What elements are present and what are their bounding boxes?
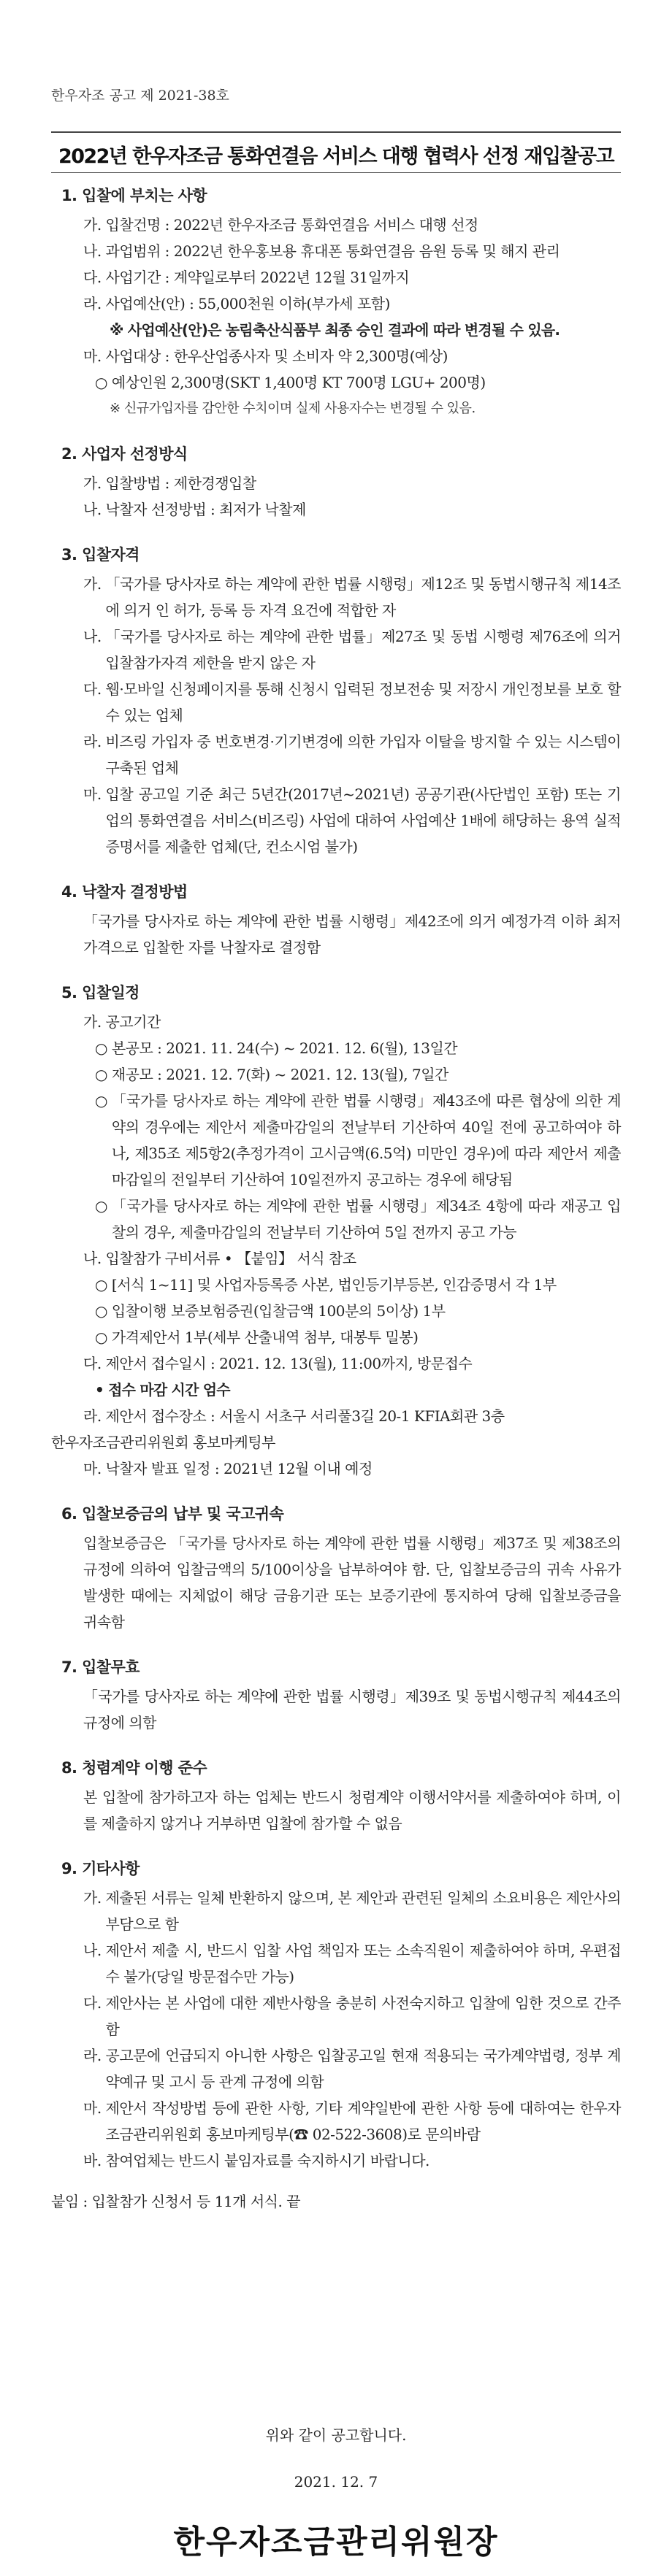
section-5 — [51, 980, 621, 1482]
section-heading: 6. 입찰보증금의 납부 및 국고귀속 — [61, 1505, 284, 1523]
line-text: 참여업체는 반드시 붙임자료를 숙지하시기 바랍니다. — [105, 2152, 429, 2169]
section-line — [51, 1245, 621, 1272]
section-7 — [51, 1654, 621, 1736]
line-marker: 가. — [83, 216, 106, 234]
section-line — [51, 781, 621, 860]
line-text: 「국가를 당사자로 하는 계약에 관한 법률 시행령」제12조 및 동법시행규칙 제14조에 의거 인 허가, 등록 등 자격 요건에 적합한 자 — [105, 575, 621, 619]
section-line — [51, 623, 621, 676]
section-3 — [51, 542, 621, 860]
page-title: 2022년 한우자조금 통화연결음 서비스 대행 협력사 선정 재입찰공고 — [58, 145, 614, 168]
line-marker: 다. — [83, 1994, 106, 2012]
title-bottom-rule — [51, 172, 621, 173]
section-line — [51, 1088, 621, 1193]
line-text: 제안서 접수장소 : 서울시 서초구 서리풀3길 20-1 KFIA회관 3층 — [105, 1407, 505, 1425]
line-text: 「국가를 당사자로 하는 계약에 관한 법률 시행령」제39조 및 동법시행규칙 제44조의 규정에 의함 — [83, 1688, 621, 1731]
line-text: 재공모 : 2021. 12. 7(화) ~ 2021. 12. 13(월), 7일간 — [111, 1066, 448, 1083]
section-line — [51, 291, 621, 317]
section-heading: 9. 기타사항 — [61, 1860, 140, 1877]
line-marker: 마. — [83, 785, 106, 803]
line-text: 가격제안서 1부(세부 산출내역 첨부, 대봉투 밀봉) — [111, 1329, 419, 1346]
section-heading: 5. 입찰일정 — [61, 984, 140, 1001]
notice-date: 2021. 12. 7 — [294, 2473, 378, 2491]
line-text: 「국가를 당사자로 하는 계약에 관한 법률 시행령」제42조에 의거 예정가격 이하 최저가격으로 입찰한 자를 낙찰자로 결정함 — [83, 912, 621, 956]
line-text: 「국가를 당사자로 하는 계약에 관한 법률 시행령」제34조 4항에 따라 재공고 입찰의 경우, 제출마감일의 전날부터 기산하여 5일 전까지 공고 가능 — [111, 1197, 621, 1241]
section-line — [51, 1035, 621, 1061]
section-1 — [51, 182, 621, 422]
section-line — [51, 2095, 621, 2148]
section-line — [51, 728, 621, 781]
line-text: 웹·모바일 신청페이지를 통해 신청시 입력된 정보전송 및 저장시 개인정보를 보호 할 수 있는 업체 — [105, 680, 621, 724]
section-line — [51, 1885, 621, 1937]
line-marker: 라. — [83, 295, 106, 312]
section-8 — [51, 1755, 621, 1837]
line-marker: 가. — [83, 1013, 106, 1031]
line-text: 공고기간 — [105, 1013, 161, 1031]
section-line — [51, 470, 621, 496]
line-marker: ○ — [95, 1039, 112, 1057]
section-line — [51, 1990, 621, 2042]
line-marker: ※ — [110, 321, 128, 339]
section-line — [51, 1377, 621, 1403]
line-marker: ○ — [95, 1329, 112, 1346]
section-heading: 1. 입찰에 부치는 사항 — [61, 187, 207, 204]
section-line — [51, 676, 621, 728]
line-text: 입찰보증금은 「국가를 당사자로 하는 계약에 관한 법률 시행령」제37조 및 제38조의 규정에 의하여 입찰금액의 5/100이상을 납부하여야 함. 단, 입찰보증금의 귀속 사유가 발생한 때에는 지체없이 해당 금융기관 또는 보증기관에 통지하여 당해 입찰보증금을 귀속함 — [83, 1534, 621, 1631]
section-6 — [51, 1501, 621, 1635]
line-marker: 라. — [83, 1407, 106, 1425]
section-heading: 7. 입찰무효 — [61, 1658, 140, 1676]
section-4 — [51, 879, 621, 961]
section-line — [51, 369, 621, 396]
notice-body — [51, 182, 621, 2215]
section-line — [51, 238, 621, 264]
section-line — [51, 1683, 621, 1736]
line-marker: 바. — [83, 2152, 106, 2169]
line-text: 제출된 서류는 일체 반환하지 않으며, 본 제안과 관련된 일체의 소요비용은 제안사의 부담으로 함 — [105, 1889, 621, 1933]
line-text: 입찰참가 구비서류 • 【붙임】 서식 참조 — [105, 1250, 356, 1267]
closing-text: 위와 같이 공고합니다. — [265, 2426, 407, 2444]
line-marker: 마. — [83, 347, 106, 365]
section-line — [51, 571, 621, 623]
section-line — [51, 2042, 621, 2095]
section-line — [51, 396, 621, 422]
section-2 — [51, 441, 621, 523]
line-marker: 가. — [83, 1889, 106, 1907]
line-marker: 나. — [83, 242, 106, 260]
section-line — [51, 1456, 621, 1482]
line-text: 「국가를 당사자로 하는 계약에 관한 법률 시행령」제43조에 따른 협상에 의한 계약의 경우에는 제안서 제출마감일의 전날부터 기산하여 40일 전에 공고하여야 하나, 제35조 제5항2(추정가격이 고시금액(6.5억) 미만인 경우)에 따라 제안서 제출마감일의 전일부터 기산하여 10일전까지 공고하는 경우에 해당됨 — [111, 1092, 621, 1188]
line-marker: 라. — [83, 2047, 106, 2064]
line-marker: 다. — [83, 680, 106, 698]
line-marker: ○ — [95, 1276, 112, 1293]
section-heading: 8. 청렴계약 이행 준수 — [61, 1759, 207, 1777]
section-line — [51, 1009, 621, 1035]
section-heading: 4. 낙찰자 결정방법 — [61, 883, 188, 901]
line-marker: 마. — [83, 1460, 106, 1477]
line-text: 입찰방법 : 제한경쟁입찰 — [105, 474, 256, 492]
line-marker: 가. — [83, 474, 106, 492]
line-text: 제안서 제출 시, 반드시 입찰 사업 책임자 또는 소속직원이 제출하여야 하며, 우편접수 불가(당일 방문접수만 가능) — [105, 1942, 621, 1985]
section-line — [51, 1784, 621, 1837]
line-text: 낙찰자 발표 일정 : 2021년 12월 이내 예정 — [105, 1460, 373, 1477]
line-text: 신규가입자를 감안한 수치이며 실제 사용자수는 변경될 수 있음. — [123, 401, 476, 416]
section-line — [51, 1324, 621, 1350]
line-marker: ○ — [95, 374, 112, 391]
line-text: 사업기간 : 계약일로부터 2022년 12월 31일까지 — [105, 269, 410, 286]
section-heading: 3. 입찰자격 — [61, 546, 140, 564]
line-text: 낙찰자 선정방법 : 최저가 낙찰제 — [105, 501, 306, 518]
section-line — [51, 1061, 621, 1088]
line-text: 입찰건명 : 2022년 한우자조금 통화연결음 서비스 대행 선정 — [105, 216, 478, 234]
line-text: 입찰이행 보증보험증권(입찰금액 100분의 5이상) 1부 — [111, 1302, 446, 1320]
line-marker: 마. — [83, 2099, 106, 2117]
line-text: 사업예산(안) : 55,000천원 이하(부가세 포함) — [105, 295, 390, 312]
line-text: 입찰 공고일 기준 최근 5년간(2017년~2021년) 공공기관(사단법인 포함) 또는 기업의 통화연결음 서비스(비즈링) 사업에 대하여 사업예산 1배에 해당하는 용역 실적 증명서를 제출한 업체(단, 컨소시엄 불가) — [105, 785, 621, 856]
section-line — [51, 264, 621, 291]
signature-authority: 한우자조금관리위원장 — [173, 2523, 499, 2561]
line-text: 공고문에 언급되지 아니한 사항은 입찰공고일 현재 적용되는 국가계약법령, 정부 계약예규 및 고시 등 관계 규정에 의함 — [105, 2047, 621, 2091]
line-marker: 다. — [83, 1355, 106, 1372]
line-marker: 나. — [83, 1250, 106, 1267]
section-line — [51, 343, 621, 369]
section-9 — [51, 1856, 621, 2174]
line-marker: 나. — [83, 1942, 106, 1959]
line-text: 사업대상 : 한우산업종사자 및 소비자 약 2,300명(예상) — [105, 347, 448, 365]
section-line — [51, 317, 621, 343]
line-text: 본 입찰에 참가하고자 하는 업체는 반드시 청렴계약 이행서약서를 제출하여야 하며, 이를 제출하지 않거나 거부하면 입찰에 참가할 수 없음 — [83, 1788, 621, 1832]
notice-number: 한우자조 공고 제 2021-38호 — [51, 88, 229, 104]
line-text: 본공모 : 2021. 11. 24(수) ~ 2021. 12. 6(월), 13일간 — [111, 1039, 458, 1057]
section-line — [51, 496, 621, 523]
line-marker: 가. — [83, 575, 106, 593]
line-text: 제안사는 본 사업에 대한 제반사항을 충분히 사전숙지하고 입찰에 임한 것으로 간주함 — [105, 1994, 621, 2038]
line-text: 제안서 접수일시 : 2021. 12. 13(월), 11:00까지, 방문접수 — [105, 1355, 473, 1372]
line-marker: 나. — [83, 628, 106, 645]
section-line — [51, 1403, 621, 1429]
section-line — [51, 1530, 621, 1635]
line-marker: ○ — [95, 1197, 112, 1215]
section-line — [51, 1272, 621, 1298]
section-line — [51, 1298, 621, 1324]
line-text: 예상인원 2,300명(SKT 1,400명 KT 700명 LGU+ 200명) — [111, 374, 486, 391]
line-text: 과업범위 : 2022년 한우홍보용 휴대폰 통화연결음 음원 등록 및 해지 관리 — [105, 242, 560, 260]
line-text: 제안서 작성방법 등에 관한 사항, 기타 계약일반에 관한 사항 등에 대하여는 한우자조금관리위원회 홍보마케팅부(☎ 02-522-3608)로 문의바람 — [105, 2099, 621, 2143]
line-marker: ○ — [95, 1066, 112, 1083]
line-marker: 라. — [83, 733, 106, 750]
line-text: 사업예산(안)은 농림축산식품부 최종 승인 결과에 따라 변경될 수 있음. — [127, 321, 560, 339]
line-marker: 나. — [83, 501, 106, 518]
section-line — [51, 1350, 621, 1377]
line-marker: ※ — [110, 401, 124, 416]
section-line — [51, 908, 621, 961]
line-text: 한우자조금관리위원회 홍보마케팅부 — [51, 1434, 275, 1451]
line-marker: • — [95, 1381, 109, 1399]
title-top-rule — [51, 131, 621, 133]
section-line — [51, 2148, 621, 2174]
line-text: 접수 마감 시간 엄수 — [108, 1381, 230, 1399]
attachment-note: 붙임 : 입찰참가 신청서 등 11개 서식. 끝 — [51, 2193, 301, 2210]
line-marker: 다. — [83, 269, 106, 286]
line-text: 「국가를 당사자로 하는 계약에 관한 법률」제27조 및 동법 시행령 제76조에 의거 입찰참가자격 제한을 받지 않은 자 — [105, 628, 621, 672]
line-text: [서식 1~11] 및 사업자등록증 사본, 법인등기부등본, 인감증명서 각 1부 — [111, 1276, 557, 1293]
section-line — [51, 212, 621, 238]
line-text: 비즈링 가입자 중 번호변경·기기변경에 의한 가입자 이탈을 방지할 수 있는 시스템이 구축된 업체 — [105, 733, 621, 777]
section-heading: 2. 사업자 선정방식 — [61, 445, 188, 463]
line-marker: ○ — [95, 1302, 112, 1320]
section-line — [51, 1193, 621, 1245]
section-line — [51, 1937, 621, 1990]
section-line — [51, 1429, 621, 1456]
line-marker: ○ — [95, 1092, 112, 1110]
